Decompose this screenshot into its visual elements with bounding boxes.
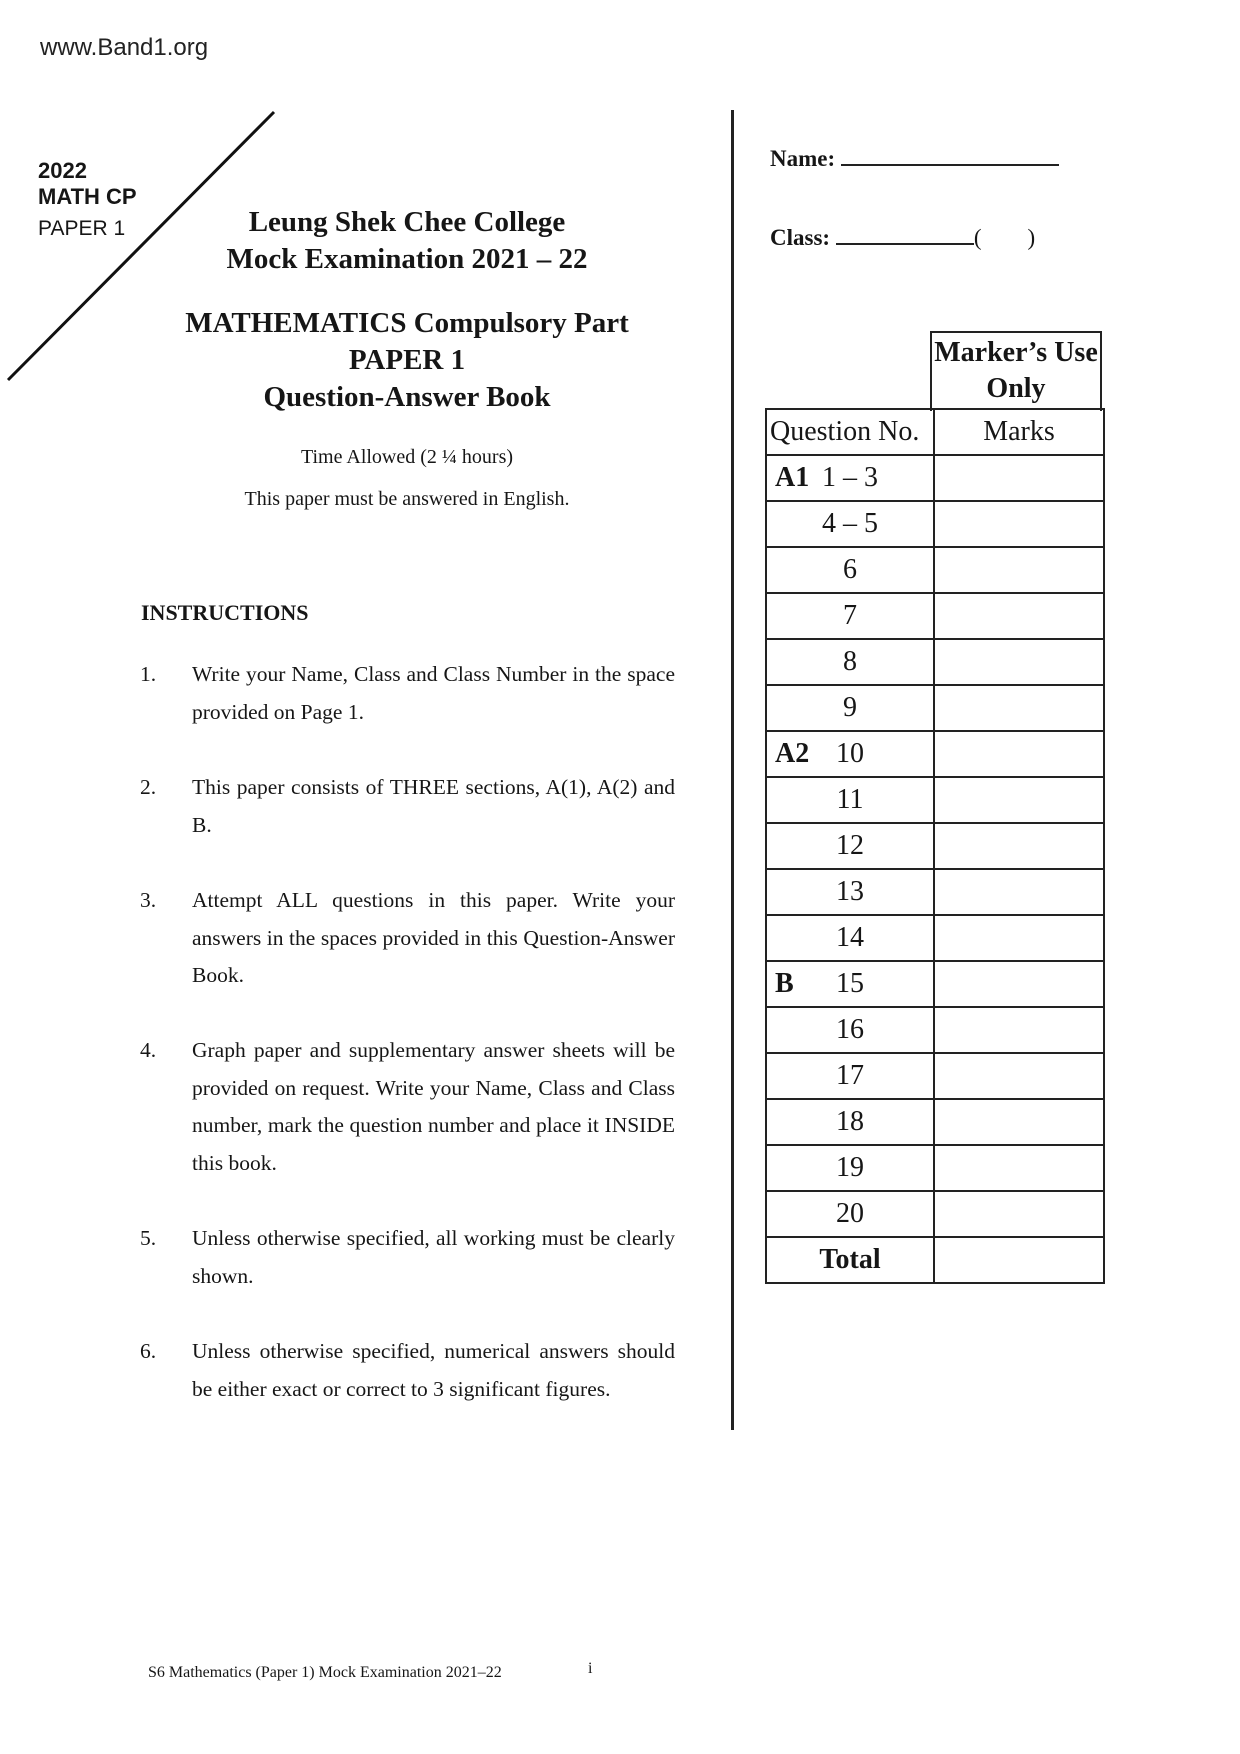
name-field[interactable] xyxy=(770,146,1059,172)
table-row xyxy=(766,547,1104,593)
question-number: 18 xyxy=(836,1106,864,1137)
question-cell xyxy=(766,639,934,685)
class-blank[interactable] xyxy=(836,243,974,245)
table-row xyxy=(766,1145,1104,1191)
marks-cell[interactable] xyxy=(934,915,1104,961)
table-row xyxy=(766,823,1104,869)
instruction-text: Attempt ALL questions in this paper. Write your answers in the spaces provided in this Question-Answer Book. xyxy=(192,888,675,988)
marks-cell[interactable] xyxy=(934,639,1104,685)
question-number: 4 – 5 xyxy=(822,508,878,539)
marks-cell[interactable] xyxy=(934,777,1104,823)
question-number: 20 xyxy=(836,1198,864,1229)
question-cell xyxy=(766,1191,934,1237)
instruction-number: 5. xyxy=(140,1226,157,1250)
marks-cell[interactable] xyxy=(934,455,1104,501)
table-row xyxy=(766,915,1104,961)
instruction-text: Graph paper and supplementary answer sheets will be provided on request. Write your Name, Class and Class number, mark the question number and place it INSIDE this book. xyxy=(192,1038,675,1176)
question-number: 8 xyxy=(843,646,857,677)
question-cell xyxy=(766,1145,934,1191)
marks-cell[interactable] xyxy=(934,547,1104,593)
question-cell xyxy=(766,869,934,915)
table-row xyxy=(766,501,1104,547)
instruction-number: 4. xyxy=(140,1038,157,1062)
total-label: Total xyxy=(766,1237,934,1283)
class-field[interactable] xyxy=(770,225,1035,251)
table-row xyxy=(766,1099,1104,1145)
question-no-header: Question No. xyxy=(766,409,934,455)
table-row xyxy=(766,1191,1104,1237)
marks-cell[interactable] xyxy=(934,1007,1104,1053)
question-cell xyxy=(766,501,934,547)
section-label: A1 xyxy=(775,462,810,493)
question-number: 12 xyxy=(836,830,864,861)
instruction-number: 1. xyxy=(140,662,157,686)
question-cell xyxy=(766,823,934,869)
instruction-text: Unless otherwise specified, numerical answers should be either exact or correct to 3 significant figures. xyxy=(192,1339,675,1401)
table-header-row xyxy=(766,409,1104,455)
marks-cell[interactable] xyxy=(934,869,1104,915)
school-name: Leung Shek Chee College xyxy=(248,206,566,238)
marks-header: Marks xyxy=(934,409,1104,455)
question-number: 19 xyxy=(836,1152,864,1183)
marks-cell[interactable] xyxy=(934,823,1104,869)
book-type: Question-Answer Book xyxy=(263,381,551,413)
time-allowed: Time Allowed (2 ¼ hours) xyxy=(300,446,514,468)
marks-cell[interactable] xyxy=(934,501,1104,547)
table-row xyxy=(766,685,1104,731)
question-cell xyxy=(766,731,934,777)
question-cell xyxy=(766,915,934,961)
page-number: i xyxy=(588,1660,593,1677)
name-label: Name: xyxy=(770,146,836,171)
instruction-item xyxy=(140,1220,675,1295)
instruction-item xyxy=(140,769,675,844)
marks-cell[interactable] xyxy=(934,1191,1104,1237)
question-cell xyxy=(766,777,934,823)
question-number: 17 xyxy=(836,1060,864,1091)
table-row xyxy=(766,455,1104,501)
table-row xyxy=(766,639,1104,685)
table-row xyxy=(766,731,1104,777)
question-number: 16 xyxy=(836,1014,864,1045)
exam-title xyxy=(107,204,707,278)
question-number: 9 xyxy=(843,692,857,723)
instruction-item xyxy=(140,1333,675,1408)
instruction-number: 3. xyxy=(140,888,157,912)
instruction-text: Unless otherwise specified, all working must be clearly shown. xyxy=(192,1226,675,1288)
vertical-divider xyxy=(731,110,734,1430)
instruction-text: This paper consists of THREE sections, A(1), A(2) and B. xyxy=(192,775,675,837)
instruction-item xyxy=(140,656,675,731)
marks-cell[interactable] xyxy=(934,593,1104,639)
table-row xyxy=(766,593,1104,639)
table-row xyxy=(766,777,1104,823)
marks-cell[interactable] xyxy=(934,685,1104,731)
question-cell xyxy=(766,593,934,639)
instruction-item xyxy=(140,1032,675,1183)
question-number: 1 – 3 xyxy=(822,462,878,493)
class-number-blank[interactable]: ( ) xyxy=(973,225,1036,250)
question-cell xyxy=(766,1007,934,1053)
question-number: 11 xyxy=(836,784,864,815)
total-marks-cell[interactable] xyxy=(934,1237,1104,1283)
corner-subject: MATH CP xyxy=(38,184,137,209)
table-row xyxy=(766,1007,1104,1053)
marks-cell[interactable] xyxy=(934,731,1104,777)
question-cell xyxy=(766,1053,934,1099)
class-label: Class: xyxy=(770,225,831,250)
paper-number: PAPER 1 xyxy=(348,344,466,376)
paper-title xyxy=(107,305,707,416)
marks-cell[interactable] xyxy=(934,1099,1104,1145)
marks-cell[interactable] xyxy=(934,1145,1104,1191)
corner-year: 2022 xyxy=(38,158,87,183)
question-cell xyxy=(766,1099,934,1145)
watermark-url: www.Band1.org xyxy=(40,34,209,61)
question-number: 13 xyxy=(836,876,864,907)
question-cell xyxy=(766,685,934,731)
instruction-number: 2. xyxy=(140,775,157,799)
corner-paper: PAPER 1 xyxy=(38,217,126,240)
instruction-number: 6. xyxy=(140,1339,157,1363)
subject-title: MATHEMATICS Compulsory Part xyxy=(185,307,629,339)
instruction-item xyxy=(140,882,675,995)
question-number: 14 xyxy=(836,922,864,953)
marks-cell[interactable] xyxy=(934,961,1104,1007)
language-note: This paper must be answered in English. xyxy=(244,488,570,510)
question-number: 10 xyxy=(836,738,864,769)
total-row xyxy=(766,1237,1104,1283)
question-cell xyxy=(766,547,934,593)
table-row xyxy=(766,869,1104,915)
question-cell xyxy=(766,455,934,501)
question-cell xyxy=(766,961,934,1007)
table-row xyxy=(766,1053,1104,1099)
footer-text: S6 Mathematics (Paper 1) Mock Examination 2021–22 xyxy=(148,1664,502,1681)
question-number: 15 xyxy=(836,968,864,999)
section-label: A2 xyxy=(775,738,810,769)
name-blank[interactable] xyxy=(841,164,1059,166)
table-row xyxy=(766,961,1104,1007)
marks-cell[interactable] xyxy=(934,1053,1104,1099)
marks-table xyxy=(765,408,1105,1284)
marker-use-header: Marker’s Use Only xyxy=(930,331,1102,411)
exam-name: Mock Examination 2021 – 22 xyxy=(226,243,588,275)
question-number: 7 xyxy=(843,600,857,631)
question-number: 6 xyxy=(843,554,857,585)
section-label: B xyxy=(775,968,794,999)
instruction-text: Write your Name, Class and Class Number in the space provided on Page 1. xyxy=(192,662,675,724)
instructions-heading: INSTRUCTIONS xyxy=(141,600,309,625)
